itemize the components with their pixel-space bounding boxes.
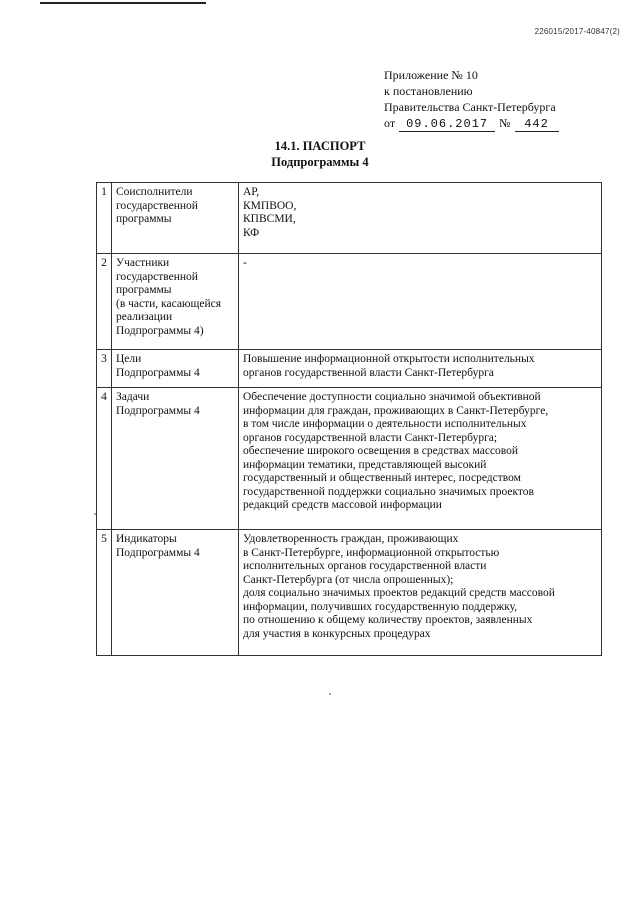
resolution-date: 09.06.2017 bbox=[399, 117, 495, 132]
scan-speck bbox=[94, 513, 96, 515]
label-line: Цели bbox=[116, 353, 142, 365]
label-line: Индикаторы bbox=[116, 533, 177, 545]
label-line: Подпрограммы 4 bbox=[116, 404, 200, 417]
value-line: исполнительных органов государственной власти bbox=[243, 560, 487, 572]
value-line: - bbox=[243, 257, 247, 269]
document-title bbox=[0, 138, 640, 170]
value-line: в том числе информации о деятельности исполнительных bbox=[243, 418, 527, 430]
value-line: КФ bbox=[243, 226, 260, 239]
row-label bbox=[112, 254, 239, 350]
row-number: 1 bbox=[97, 183, 112, 254]
title-line-2: Подпрограммы 4 bbox=[271, 155, 369, 169]
value-line: Санкт-Петербурга (от числа опрошенных); bbox=[243, 573, 454, 586]
table-row bbox=[97, 388, 602, 530]
value-line: КМПВОО, bbox=[243, 199, 297, 212]
label-line: государственной bbox=[116, 270, 198, 283]
value-line: Обеспечение доступности социально значимой объективной bbox=[243, 391, 541, 403]
appendix-line-3: Правительства Санкт-Петербурга bbox=[384, 100, 556, 114]
row-number: 5 bbox=[97, 530, 112, 656]
value-line: органов государственной власти Санкт-Петербурга; bbox=[243, 431, 498, 444]
value-line: по отношению к общему количеству проектов, заявленных bbox=[243, 614, 533, 626]
value-line: Повышение информационной открытости исполнительных bbox=[243, 353, 535, 365]
label-line: Подпрограммы 4 bbox=[116, 366, 200, 379]
row-label bbox=[112, 530, 239, 656]
passport-table bbox=[96, 182, 602, 656]
row-value bbox=[239, 350, 602, 388]
value-line: доля социально значимых проектов редакций средств массовой bbox=[243, 587, 555, 599]
row-label bbox=[112, 350, 239, 388]
resolution-number: 442 bbox=[515, 117, 559, 132]
document-id: 226015/2017-40847(2) bbox=[534, 27, 620, 36]
row-value bbox=[239, 183, 602, 254]
row-label bbox=[112, 183, 239, 254]
value-line: органов государственной власти Санкт-Петербурга bbox=[243, 366, 494, 379]
table-row bbox=[97, 350, 602, 388]
value-line: государственный и общественный интерес, посредством bbox=[243, 472, 521, 484]
table-row bbox=[97, 183, 602, 254]
row-value bbox=[239, 254, 602, 350]
appendix-block bbox=[384, 67, 559, 132]
row-value bbox=[239, 388, 602, 530]
value-line: для участия в конкурсных процедурах bbox=[243, 627, 431, 640]
value-line: информации для граждан, проживающих в Санкт-Петербурге, bbox=[243, 404, 549, 417]
label-line: Подпрограммы 4 bbox=[116, 546, 200, 559]
number-sign: № bbox=[499, 116, 511, 130]
label-line: Подпрограммы 4) bbox=[116, 324, 204, 337]
label-line: реализации bbox=[116, 311, 173, 323]
label-line: (в части, касающейся bbox=[116, 297, 222, 310]
label-line: государственной bbox=[116, 199, 198, 212]
value-line: информации тематики, представляющей высокий bbox=[243, 458, 487, 471]
row-number: 2 bbox=[97, 254, 112, 350]
row-number: 3 bbox=[97, 350, 112, 388]
value-line: информации, получивших государственную поддержку, bbox=[243, 600, 518, 613]
label-line: Задачи bbox=[116, 391, 150, 403]
value-line: Удовлетворенность граждан, проживающих bbox=[243, 533, 459, 545]
scan-top-rule bbox=[40, 2, 206, 4]
scan-speck bbox=[329, 693, 331, 695]
appendix-line-2: к постановлению bbox=[384, 84, 473, 98]
title-line-1: 14.1. ПАСПОРТ bbox=[274, 139, 366, 153]
value-line: обеспечение широкого освещения в средствах массовой bbox=[243, 445, 519, 457]
value-line: редакций средств массовой информации bbox=[243, 499, 442, 511]
label-line: Соисполнители bbox=[116, 186, 193, 198]
table-row bbox=[97, 530, 602, 656]
table-row bbox=[97, 254, 602, 350]
row-value bbox=[239, 530, 602, 656]
value-line: КПВСМИ, bbox=[243, 213, 296, 225]
label-line: программы bbox=[116, 284, 172, 296]
value-line: АР, bbox=[243, 186, 260, 198]
value-line: государственной поддержки социально значимых проектов bbox=[243, 485, 534, 498]
value-line: в Санкт-Петербурге, информационной открытостью bbox=[243, 546, 500, 559]
row-number: 4 bbox=[97, 388, 112, 530]
row-label bbox=[112, 388, 239, 530]
appendix-date-line bbox=[384, 115, 559, 132]
label-line: программы bbox=[116, 213, 172, 225]
label-line: Участники bbox=[116, 257, 170, 269]
appendix-line-1: Приложение № 10 bbox=[384, 68, 478, 82]
from-label: от bbox=[384, 116, 396, 130]
